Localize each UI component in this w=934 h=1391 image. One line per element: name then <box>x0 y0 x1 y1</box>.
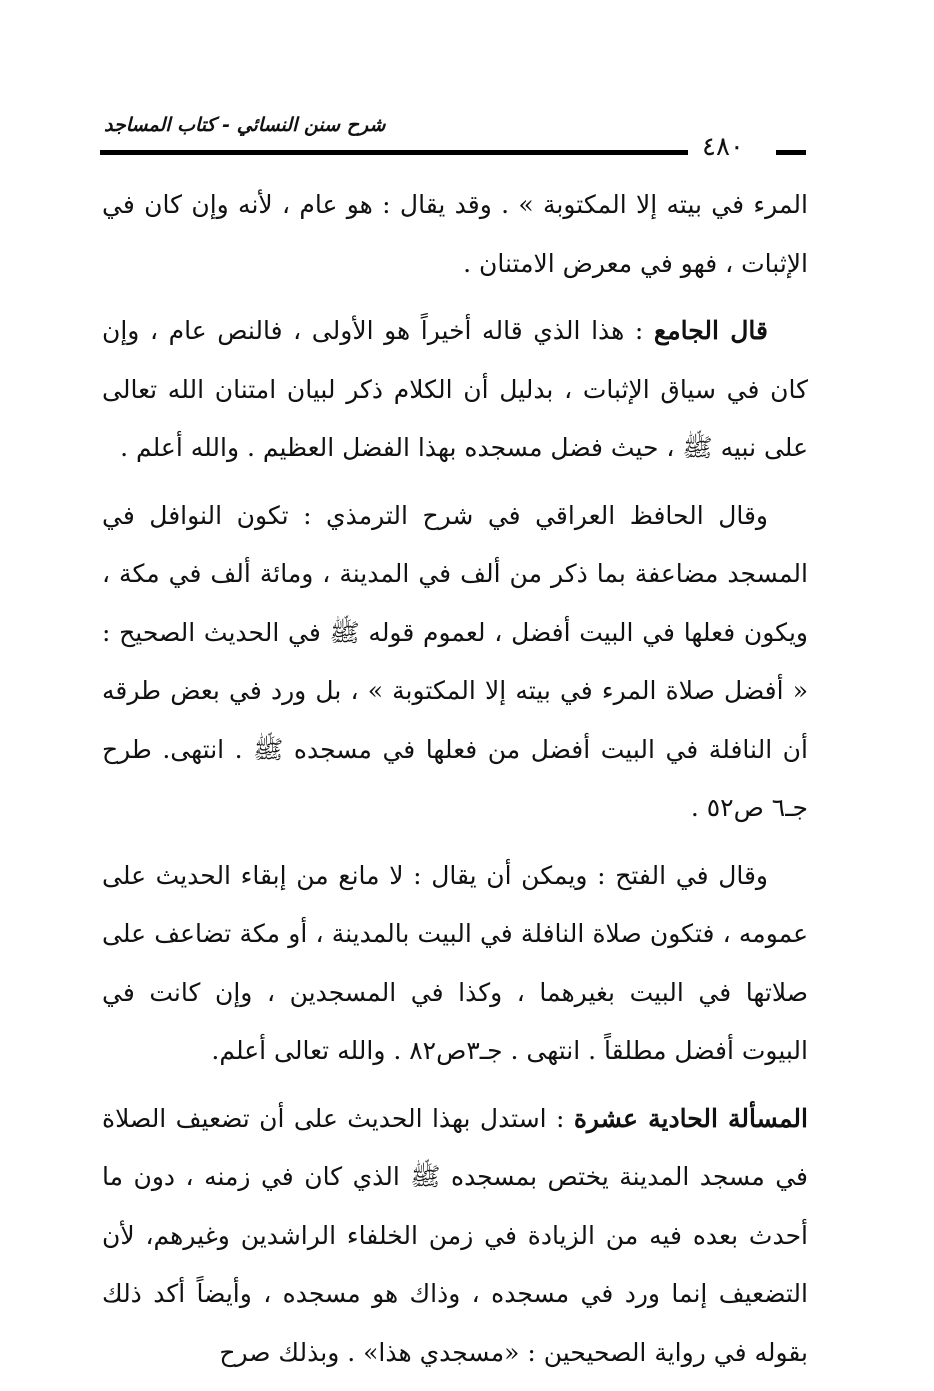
paragraph-text: وقال في الفتح : ويمكن أن يقال : لا مانع من إبقاء الحديث على عمومه ، فتكون صلاة النافلة في البيت بالمدينة ، أو مكة تضاعف على صلاتها في البيت بغيرهما ، وكذا في المسجدين ، وإن كانت في البيوت أفضل مطلقاً . انتهى . جـ٣ص٨٢ . والله تعالى أعلم. <box>102 860 808 1065</box>
paragraph <box>102 176 808 293</box>
paragraph-lead: قال الجامع <box>653 316 768 345</box>
paragraph <box>102 1090 808 1383</box>
paragraph-text: : هذا الذي قاله أخيراً هو الأولى ، فالنص عام ، وإن كان في سياق الإثبات ، بدليل أن الكلام ذكر لبيان امتنان الله تعالى على نبيه ﷺ ، حيث فضل مسجده بهذا الفضل العظيم . والله أعلم . <box>102 316 808 462</box>
header-rule <box>100 150 688 155</box>
paragraph <box>102 847 808 1081</box>
page-header <box>100 108 806 168</box>
running-head-title: شرح سنن النسائي - كتاب المساجد <box>104 114 386 136</box>
paragraph-text: المرء في بيته إلا المكتوبة » . وقد يقال : هو عام ، لأنه وإن كان في الإثبات ، فهو في معرض الامتنان . <box>102 190 808 278</box>
paragraph-text: وقال الحافظ العراقي في شرح الترمذي : تكون النوافل في المسجد مضاعفة بما ذكر من ألف في المدينة ، ومائة ألف في مكة ، ويكون فعلها في البيت أفضل ، لعموم قوله ﷺ في الحديث الصحيح : « أفضل صلاة المرء في بيته إلا المكتوبة » ، بل ورد في بعض طرقه أن النافلة في البيت أفضل من فعلها في مسجده ﷺ . انتهى. طرح جـ٦ ص٥٢ . <box>102 500 808 822</box>
paragraph-lead: المسألة الحادية عشرة <box>573 1103 808 1133</box>
page-number: ٤٨٠ <box>702 132 744 162</box>
paragraph <box>102 302 808 478</box>
page-body <box>102 176 808 1391</box>
paragraph <box>102 487 808 838</box>
paragraph-text: : استدل بهذا الحديث على أن تضعيف الصلاة في مسجد المدينة يختص بمسجده ﷺ الذي كان في زمنه ، دون ما أحدث بعده فيه من الزيادة في زمن الخلفاء الراشدين وغيرهم، لأن التضعيف إنما ورد في مسجده ، وذاك هو مسجده ، وأيضاً أكد ذلك بقوله في رواية الصحيحين : «مسجدي هذا» . وبذلك صرح <box>102 1103 808 1367</box>
header-rule-tail <box>776 150 806 155</box>
